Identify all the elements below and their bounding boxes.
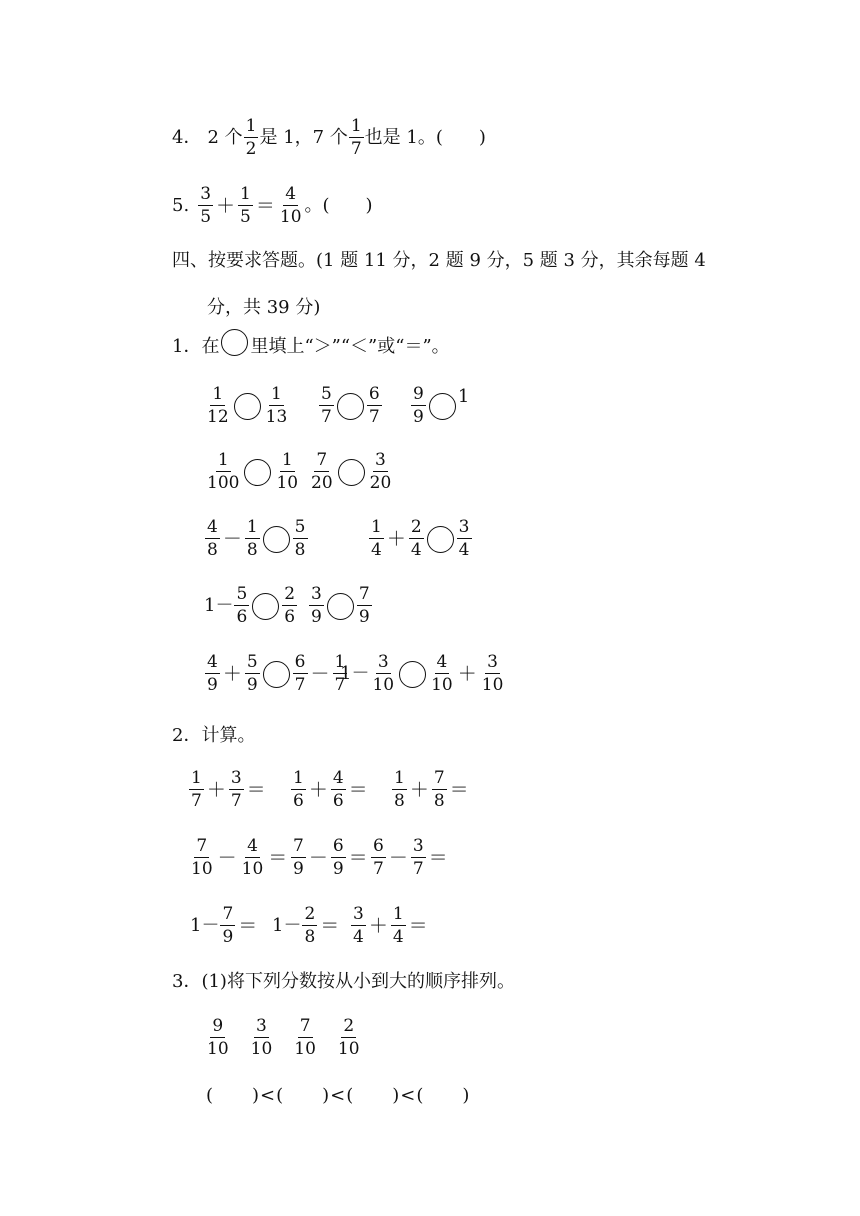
answer-blank: 。( ) [304,195,373,216]
equals-operator: ＝ [428,846,448,869]
denominator: 10 [481,675,504,695]
numerator: 1 [240,184,251,204]
denominator: 9 [311,607,322,627]
fraction [351,906,366,946]
numerator: 1 [281,450,293,470]
fraction [309,586,324,626]
denominator: 10 [250,1039,273,1059]
denominator: 7 [334,675,346,695]
numerator: 1 [246,517,258,537]
judge-question-5 [172,186,373,226]
denominator: 9 [222,927,234,947]
compare-item [204,586,298,626]
calc-item [188,770,268,810]
denominator: 8 [207,540,218,560]
fraction [357,586,372,626]
denominator: 7 [368,407,380,427]
compare-item [204,386,290,426]
numerator: 4 [436,652,448,672]
denominator: 10 [431,675,453,695]
fraction [293,519,308,559]
compare-item [368,519,473,559]
denominator: 10 [294,1039,316,1059]
fraction [429,654,455,694]
denominator: 7 [191,791,202,811]
denominator: 8 [246,540,258,560]
numerator: 7 [196,836,208,856]
numerator: 6 [332,836,344,856]
denominator: 6 [332,791,344,811]
minus-operator: － [388,846,408,869]
denominator: 7 [373,859,384,879]
equals-operator: ＝ [348,778,368,801]
minus-operator: － [222,527,242,550]
fraction [198,186,213,226]
plus-operator: ＋ [457,662,477,685]
numerator: 3 [412,836,424,856]
fraction [409,519,424,559]
denominator: 10 [276,473,299,493]
fraction [189,770,204,810]
section-heading: 四、按要求答题。(1 题 11 分，2 题 9 分，5 题 3 分，其余每题 4 [172,250,706,271]
fraction [244,118,259,158]
fraction [480,654,506,694]
order-answer-blanks[interactable]: ( )<( )<( )<( ) [206,1085,471,1106]
fraction [205,452,241,492]
denominator: 10 [337,1039,360,1059]
answer-circle[interactable] [337,393,364,420]
text: 1－ [204,595,234,616]
denominator: 9 [332,859,344,879]
numerator: 4 [207,652,218,672]
denominator: 4 [410,540,422,560]
fraction [220,906,235,946]
calc-item [391,770,471,810]
equals-operator: ＝ [408,914,428,937]
numerator: 3 [375,450,386,470]
numerator: 6 [373,836,384,856]
numerator: 5 [321,384,332,404]
answer-circle[interactable] [327,593,354,620]
numerator: 1 [293,768,304,788]
denominator: 10 [279,207,302,227]
denominator: 2 [245,139,257,159]
numerator: 6 [368,384,380,404]
numerator: 1 [217,450,229,470]
fraction [370,654,396,694]
numerator: 1 [191,768,202,788]
fraction [331,770,346,810]
denominator: 5 [240,207,251,227]
denominator: 10 [372,675,395,695]
calc-item [188,838,289,878]
fraction [238,186,253,226]
numerator: 1 [371,517,382,537]
numerator: 7 [222,904,234,924]
plus-operator: ＋ [216,194,236,217]
denominator: 6 [293,791,304,811]
fraction [205,519,220,559]
numerator: 4 [247,836,258,856]
calc-item [290,838,370,878]
numerator: 1 [350,116,362,136]
equals-operator: ＝ [449,778,469,801]
fraction [336,1018,362,1058]
fraction [368,452,394,492]
denominator: 10 [207,1039,229,1059]
numerator: 4 [332,768,344,788]
numerator: 2 [304,904,316,924]
numerator: 2 [343,1016,355,1036]
equals-operator: ＝ [238,914,258,937]
fraction [292,1018,318,1058]
fraction [411,386,426,426]
fraction [229,770,244,810]
fraction [234,586,249,626]
numerator: 5 [236,584,248,604]
question-2-prompt: 2．计算。 [172,725,256,746]
denominator: 4 [458,540,470,560]
fraction [309,452,335,492]
numerator: 5 [246,652,258,672]
equals-operator: ＝ [320,914,340,937]
denominator: 9 [358,607,370,627]
denominator: 4 [371,540,382,560]
compare-item [410,386,469,426]
numerator: 3 [311,584,322,604]
fraction [278,186,304,226]
text: 1－ [272,915,302,936]
numerator: 3 [487,652,498,672]
fraction [457,519,472,559]
denominator: 9 [207,675,218,695]
fraction [411,838,426,878]
denominator: 20 [311,473,333,493]
fraction [432,770,447,810]
answer-circle[interactable] [338,459,365,486]
denominator: 6 [284,607,296,627]
answer-circle[interactable] [399,661,426,688]
section-heading-continued: 分，共 39 分) [207,297,321,318]
numerator: 1 [271,384,282,404]
minus-operator: － [217,846,237,869]
numerator: 6 [294,652,306,672]
denominator: 7 [321,407,332,427]
fraction [331,838,346,878]
compare-item [204,654,348,694]
fraction [349,118,364,158]
denominator: 13 [265,407,288,427]
plus-operator: ＋ [308,778,328,801]
denominator: 5 [200,207,212,227]
fraction [302,906,317,946]
text: 1－ [190,915,220,936]
fraction [282,586,297,626]
numerator: 7 [358,584,370,604]
numerator: 3 [256,1016,267,1036]
numerator: 1 [392,904,404,924]
plus-operator: ＋ [409,778,429,801]
compare-item [204,452,301,492]
numerator: 4 [285,184,297,204]
fraction-list [204,1018,363,1058]
fraction [264,386,290,426]
numerator: 1 [245,116,257,136]
answer-circle[interactable] [427,526,454,553]
denominator: 100 [207,473,240,493]
numerator: 7 [316,450,328,470]
denominator: 4 [353,927,364,947]
fraction [371,838,386,878]
denominator: 20 [369,473,392,493]
numerator: 7 [299,1016,311,1036]
fraction [245,654,260,694]
plus-operator: ＋ [206,778,226,801]
text: 是 1，7 个 [259,127,348,148]
numerator: 3 [230,768,242,788]
numerator: 3 [458,517,470,537]
equals-operator: ＝ [348,846,368,869]
numerator: 2 [410,517,422,537]
fraction [367,386,382,426]
text: 也是 1。( ) [364,127,486,148]
question-3-prompt: 3．(1)将下列分数按从小到大的顺序排列。 [172,971,515,992]
fraction [319,386,334,426]
fraction [291,770,306,810]
fraction [205,386,231,426]
answer-circle[interactable] [429,393,456,420]
denominator: 8 [433,791,445,811]
fraction [392,770,407,810]
denominator: 9 [246,675,258,695]
denominator: 10 [191,859,213,879]
denominator: 4 [392,927,404,947]
denominator: 10 [241,859,264,879]
fraction [369,519,384,559]
fraction [245,519,260,559]
equals-operator: ＝ [268,846,288,869]
denominator: 8 [304,927,316,947]
denominator: 9 [293,859,304,879]
judge-question-4 [172,118,486,158]
numerator: 9 [413,384,424,404]
question-number: 5. [172,195,190,216]
plus-operator: ＋ [386,527,406,550]
numerator: 1 [334,652,346,672]
compare-item [308,586,373,626]
denominator: 6 [236,607,248,627]
minus-operator: － [308,846,328,869]
denominator: 7 [412,859,424,879]
compare-item [340,654,506,694]
question-number: 4． [172,127,202,148]
question-1-prompt: 1．在 里填上“＞”“＜”或“＝”。 [172,337,450,356]
fraction [391,906,406,946]
numerator: 1 [212,384,224,404]
answer-circle[interactable] [252,593,279,620]
compare-item [204,519,309,559]
answer-circle[interactable] [263,526,290,553]
plus-operator: ＋ [368,914,388,937]
denominator: 7 [230,791,242,811]
denominator: 7 [294,675,306,695]
denominator: 12 [207,407,229,427]
numerator: 7 [293,836,304,856]
fraction [249,1018,275,1058]
equals-operator: ＝ [255,194,275,217]
numerator: 3 [377,652,389,672]
text: 2 个 [207,127,243,148]
compare-item [318,386,383,426]
compare-circle-icon [221,329,248,356]
numerator: 9 [212,1016,224,1036]
fraction [291,838,306,878]
numerator: 2 [284,584,296,604]
calc-item [290,770,370,810]
numerator: 4 [207,517,218,537]
answer-circle[interactable] [234,393,261,420]
denominator: 8 [394,791,405,811]
fraction [274,452,300,492]
text: 1－ [340,663,370,684]
equals-operator: ＝ [246,778,266,801]
plus-operator: ＋ [222,662,242,685]
answer-circle[interactable] [244,459,271,486]
answer-circle[interactable] [263,661,290,688]
numerator: 7 [433,768,445,788]
denominator: 8 [294,540,306,560]
numerator: 1 [394,768,405,788]
calc-item [272,906,341,946]
fraction [205,654,220,694]
fraction [189,838,215,878]
minus-operator: － [310,662,330,685]
numerator: 3 [353,904,364,924]
numerator: 5 [294,517,306,537]
fraction [293,654,308,694]
denominator: 9 [413,407,424,427]
value: 1 [457,386,470,407]
denominator: 7 [350,139,362,159]
compare-item [308,452,394,492]
calc-item [370,838,450,878]
calc-item [350,906,430,946]
fraction [205,1018,231,1058]
fraction [240,838,266,878]
numerator: 3 [200,184,212,204]
calc-item [190,906,259,946]
